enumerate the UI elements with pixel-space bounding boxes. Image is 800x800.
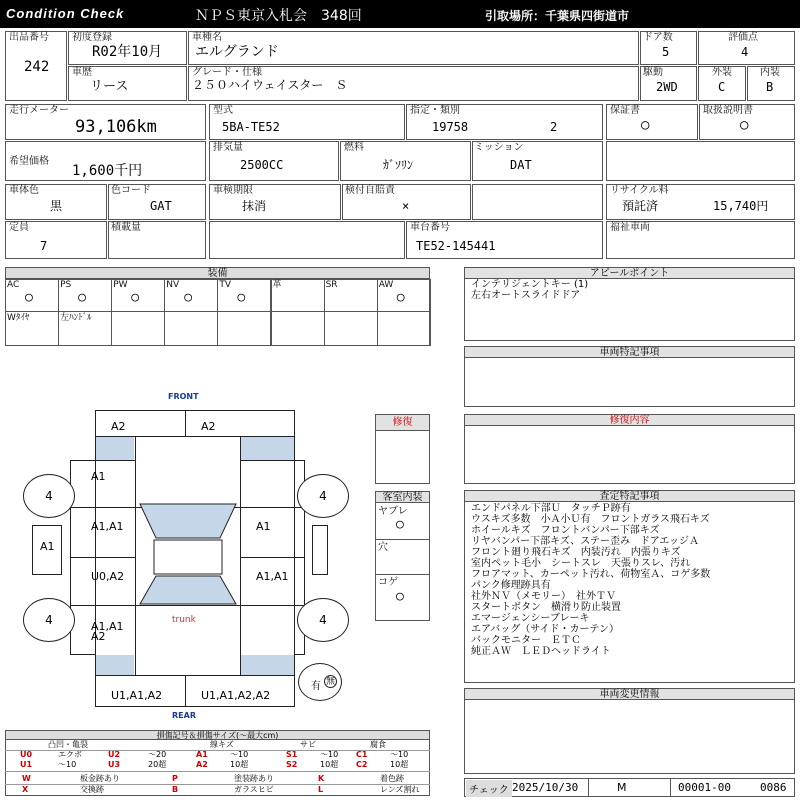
legend-desc: 〜10	[230, 750, 249, 759]
cabin-divider-1	[375, 539, 430, 540]
label-side-left: A1	[40, 540, 55, 553]
recycle-label: リサイクル料	[610, 185, 669, 196]
equipment-label-2: Wﾀｲﾔ	[7, 313, 30, 323]
label-bottom-left: U1,A1,A2	[111, 689, 163, 702]
equipment-label: NV	[166, 280, 180, 290]
legend-code: P	[172, 774, 178, 783]
lot-number: 242	[24, 59, 50, 75]
manual-label: 取扱説明書	[703, 105, 753, 116]
note-line: ウスキズ多数 小Ａ小Ｕ有 フロントガラス飛石キズ	[471, 514, 710, 525]
equipment-label: 革	[272, 280, 282, 290]
headlight-left	[96, 437, 134, 460]
legend-desc: 20超	[148, 760, 167, 769]
model-value: 5BA-TE52	[222, 120, 280, 134]
price-label: 希望価格	[9, 156, 49, 167]
label-bottom-right: U1,A1,A2,A2	[201, 689, 271, 702]
notes-panel	[464, 490, 795, 683]
legend-group-name: 線キズ	[210, 740, 234, 749]
load-label: 積載量	[111, 222, 141, 233]
note-line: 社外ＮＶ（メモリー） 社外ＴＶ	[471, 591, 616, 602]
first-reg-label: 初度登録	[72, 32, 112, 43]
legend-code: C2	[356, 760, 368, 769]
repair-title: 修復内容	[465, 415, 794, 426]
roof-glass	[136, 436, 240, 676]
equipment-label: PW	[113, 280, 128, 290]
rear-label: REAR	[172, 711, 196, 720]
spare-mark: 無	[325, 677, 335, 687]
equipment-mark: ○	[396, 290, 405, 305]
equipment-mark: ○	[25, 290, 33, 305]
color-code-value: GAT	[150, 199, 172, 213]
note-line: 室内ペット毛小 シートスレ 天張りスレ、汚れ	[471, 558, 691, 569]
exterior-label: 外装	[712, 67, 732, 78]
pickup-location: 引取場所：千葉県四街道市	[485, 9, 630, 23]
equipment-cell	[324, 311, 378, 346]
equipment-label: SR	[325, 280, 338, 290]
check-label: チェック	[466, 780, 512, 797]
lot-label: 出品番号	[9, 32, 49, 43]
legend-desc: 着色跡	[380, 774, 404, 783]
chassis-label: 車台番号	[410, 222, 450, 233]
displacement-value: 2500CC	[240, 158, 284, 172]
cabin-burn-mark: ○	[396, 589, 404, 604]
header-title: Condition Check	[6, 6, 125, 21]
body-color-value: 黒	[50, 199, 63, 213]
fuel-label: 燃料	[344, 142, 364, 153]
warranty-value: ○	[641, 117, 650, 133]
rating-label: 評価点	[728, 32, 758, 43]
note-line: スタートボタン 横滑り防止装置	[471, 602, 621, 613]
mileage-value: 93,106km	[75, 117, 157, 137]
drive-label: 駆動	[643, 67, 663, 78]
note-line: 純正ＡＷ ＬＥＤヘッドライト	[471, 646, 611, 657]
legend-code: U2	[108, 750, 121, 759]
doors-label: ドア数	[643, 32, 673, 43]
headlight-right	[241, 437, 294, 460]
check-divider-2	[670, 778, 671, 797]
manual-value: ○	[740, 117, 749, 133]
legend-code: A1	[196, 750, 208, 759]
taillight-right	[241, 655, 294, 675]
appeal-panel	[464, 267, 795, 341]
taillight-left	[96, 655, 134, 675]
first-reg-value: R02年10月	[92, 44, 163, 60]
repair-mini-box	[375, 414, 430, 484]
label-quarter-l1: A1,A1	[91, 620, 124, 633]
exterior-value: C	[718, 80, 726, 94]
notes-title: 査定特記事項	[465, 491, 794, 502]
note-line: エンドパネル下部Ｕ タッチＰ跡有	[471, 503, 631, 514]
note-line: パンク修理跡具有	[471, 580, 551, 591]
special-title: 車両特記事項	[465, 347, 794, 358]
legend-code: U0	[20, 750, 33, 759]
car-name-label: 車種名	[192, 32, 222, 43]
grade-label: グレード・仕様	[192, 67, 262, 78]
front-label: FRONT	[168, 392, 199, 401]
legend-code: S2	[286, 760, 298, 769]
equipment-label: TV	[219, 280, 232, 290]
drive-value: 2WD	[656, 80, 678, 94]
doors-value: 5	[662, 45, 670, 59]
equipment-cell	[271, 311, 325, 346]
designation-label: 指定・類別	[410, 105, 460, 116]
note-line: リヤバンパー下部キズ、ステー歪み ドアエッジＡ	[471, 536, 699, 547]
changes-title: 車両変更情報	[465, 689, 794, 700]
equipment-cell	[164, 311, 218, 346]
cabin-tear-label: ヤブレ	[378, 506, 408, 517]
equipment-label: AC	[7, 280, 20, 290]
equipment-mark: ○	[237, 290, 246, 305]
legend-desc: 〜10	[58, 760, 77, 769]
body-color-label: 車体色	[9, 185, 39, 196]
legend-desc: 10超	[230, 760, 249, 769]
recycle-amount: 15,740円	[713, 199, 769, 213]
tire-rear-right: 4	[297, 598, 349, 642]
equipment-label: AW	[378, 280, 394, 290]
repair-mini-label: 修復	[376, 415, 429, 431]
label-door-rl: U0,A2	[91, 570, 125, 583]
legend-title: 損傷記号＆損傷サイズ(〜最大cm)	[5, 730, 430, 740]
cabin-hole-label: 穴	[378, 542, 388, 553]
blank-right-box	[606, 141, 795, 181]
interior-value: B	[766, 80, 774, 94]
designation-value-1: 19758	[432, 120, 469, 134]
equipment-title: 装備	[5, 267, 430, 279]
mileage-label: 走行メーター	[9, 105, 69, 116]
appeal-line-1: インテリジェントキー (1)	[471, 279, 589, 290]
displacement-label: 排気量	[213, 142, 243, 153]
special-panel	[464, 346, 795, 407]
line-v-r	[240, 436, 241, 675]
line-v-center	[185, 410, 186, 436]
legend-code: W	[22, 774, 31, 783]
label-front-right: A2	[201, 420, 216, 433]
legend-code: B	[172, 785, 179, 794]
legend-rule	[5, 784, 430, 785]
interior-label: 内装	[760, 67, 780, 78]
cabin-divider-2	[375, 574, 430, 575]
check-code: 00001-00	[678, 781, 731, 794]
designation-value-2: 2	[550, 120, 558, 134]
mission-label: ミッション	[474, 142, 524, 153]
tire-front-right: 4	[297, 474, 349, 518]
inspection-value: 抹消	[242, 199, 267, 213]
label-door-fl: A1,A1	[91, 520, 124, 533]
tax-value: ×	[402, 199, 410, 213]
equipment-cell	[217, 311, 271, 346]
note-line: ホイールキズ フロントバンパー下部キズ	[471, 525, 660, 536]
repair-panel	[464, 414, 795, 484]
appeal-line-2: 左右オートスライドドア	[471, 290, 581, 301]
legend-desc: レンズ割れ	[380, 785, 420, 794]
legend-code: L	[318, 785, 324, 794]
legend-code: X	[22, 785, 29, 794]
legend-group-name: サビ	[300, 740, 316, 749]
warranty-label: 保証書	[610, 105, 640, 116]
equipment-mark: ○	[184, 290, 193, 305]
cabin-burn-label: コゲ	[378, 577, 398, 588]
legend-desc: 〜10	[320, 750, 339, 759]
model-label: 型式	[213, 105, 233, 116]
legend-code: U1	[20, 760, 33, 769]
tire-rear-left: 4	[23, 598, 75, 642]
legend-rule	[5, 771, 430, 772]
tax-label: 検付自賠責	[345, 185, 395, 196]
label-door-rr: A1,A1	[256, 570, 289, 583]
changes-panel	[464, 688, 795, 774]
note-line: エアバッグ（サイド・カーテン）	[471, 624, 619, 635]
color-code-label: 色コード	[111, 185, 151, 196]
legend-code: U3	[108, 760, 121, 769]
check-num: 0086	[760, 781, 787, 794]
welfare-label: 福祉車両	[610, 222, 650, 233]
equipment-mark: ○	[78, 290, 86, 305]
price-value: 1,600千円	[72, 163, 143, 179]
blank-row6-box	[209, 221, 405, 259]
auction-name: ＮＰＳ東京入札会 348回	[195, 8, 362, 24]
car-name-value: エルグランド	[195, 44, 279, 60]
mirror-right	[312, 525, 328, 575]
legend-desc: 塗装跡あり	[234, 774, 274, 783]
tire-front-left: 4	[23, 474, 75, 518]
note-line: バックモニター ＥＴＣ	[471, 635, 581, 646]
equipment-label-2: 左ﾊﾝﾄﾞﾙ	[60, 313, 92, 323]
note-line: エマージェンシーブレーキ	[471, 613, 590, 624]
legend-desc: 10超	[320, 760, 339, 769]
legend-code: S1	[286, 750, 298, 759]
legend-code: A2	[196, 760, 208, 769]
label-fender-left: A1	[91, 470, 106, 483]
legend-desc: 10超	[390, 760, 409, 769]
label-door-fr: A1	[256, 520, 271, 533]
check-date: 2025/10/30	[512, 781, 579, 794]
inspection-label: 車検期限	[213, 185, 253, 196]
capacity-value: 7	[40, 239, 48, 253]
mission-value: DAT	[510, 158, 532, 172]
appeal-title: アピールポイント	[465, 268, 794, 279]
cabin-title: 客室内装	[376, 492, 429, 503]
chassis-value: TE52-145441	[416, 239, 496, 253]
equipment-cell	[377, 311, 431, 346]
legend-desc: ガラスヒビ	[234, 785, 274, 794]
note-line: フロアマット、カーペット汚れ、荷物室Ａ、コゲ多数	[471, 569, 711, 580]
equipment-cell	[111, 311, 165, 346]
recycle-status: 預託済	[622, 199, 659, 213]
legend-group-name: 腐食	[370, 740, 386, 749]
capacity-label: 定員	[9, 222, 29, 233]
legend-rule	[5, 750, 430, 751]
label-front-left: A2	[111, 420, 126, 433]
check-divider-1	[588, 778, 589, 797]
legend-desc: 交換跡	[80, 785, 104, 794]
spare-label: 有	[311, 681, 321, 692]
legend-desc: 〜10	[390, 750, 409, 759]
legend-code: K	[318, 774, 325, 783]
equipment-mark: ○	[131, 290, 140, 305]
grade-value: ２５０ハイウェイスター Ｓ	[192, 78, 348, 92]
blank-mid-box	[472, 184, 603, 220]
check-inspector: M	[617, 781, 627, 794]
label-quarter-l2: A2	[91, 630, 106, 643]
legend-desc: 〜20	[148, 750, 167, 759]
label-trunk: trunk	[172, 615, 196, 625]
cabin-tear-mark: ○	[396, 517, 404, 532]
note-line: フロント廻り飛石キズ 内装汚れ 内張りキズ	[471, 547, 681, 558]
legend-desc: エクボ	[58, 750, 82, 759]
history-value: リース	[90, 79, 129, 94]
line-v-center-b	[185, 675, 186, 707]
legend-group-name: 凸凹・亀裂	[48, 740, 88, 749]
history-label: 車歴	[72, 67, 92, 78]
legend-code: C1	[356, 750, 368, 759]
fuel-value: ｶﾞｿﾘﾝ	[383, 158, 414, 172]
legend-desc: 板金跡あり	[80, 774, 120, 783]
rating-value: 4	[741, 45, 749, 59]
equipment-label: PS	[60, 280, 72, 290]
